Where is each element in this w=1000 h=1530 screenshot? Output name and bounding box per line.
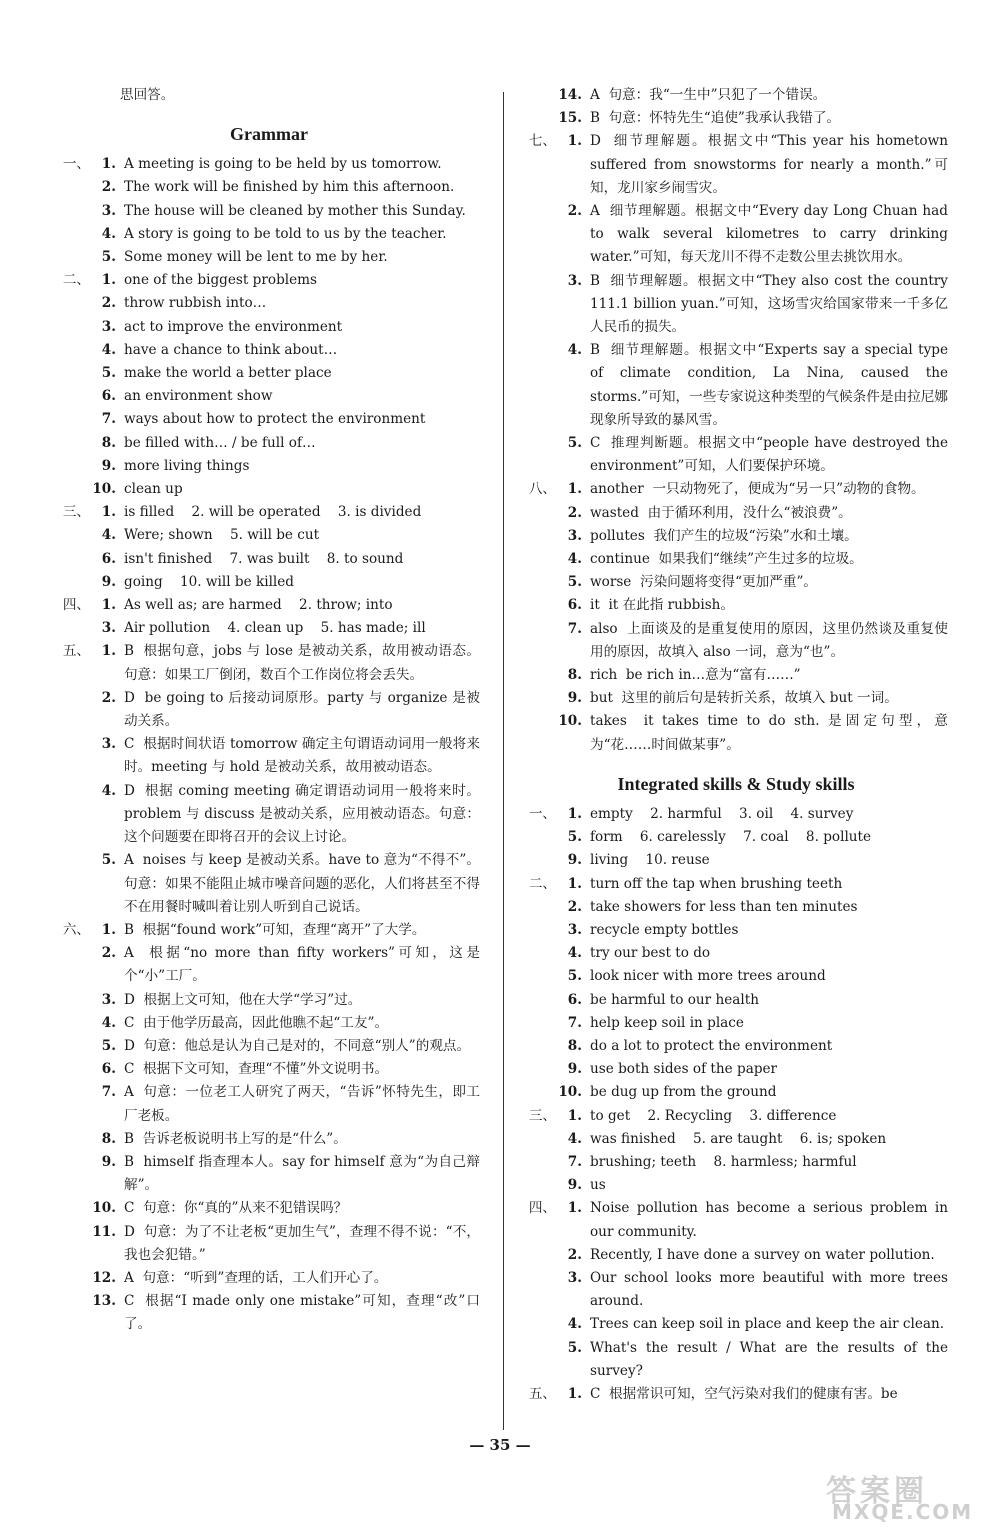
answer-item: [58, 733, 480, 779]
right-column: [524, 84, 953, 1406]
answer-item: [524, 687, 948, 710]
item-number: 2.: [567, 1246, 582, 1263]
item-number: 4.: [567, 342, 582, 359]
item-number: 4.: [101, 1014, 116, 1031]
continued-text: [58, 84, 480, 107]
answer-text: D 细节理解题。根据文中“This year his hometown suffered from snowstorms for nearly a month.”可知，龙川家乡闹雪灾。: [590, 133, 953, 196]
answer-item: [524, 1105, 948, 1128]
answer-text: takes it takes time to do sth. 是固定句型，意为“花……时间做某事”。: [590, 713, 948, 753]
answer-text: B 细节理解题。根据文中“They also cost the country 111.1 billion yuan.”可知，这场雪灾给国家带来一千多亿人民币的损失。: [590, 272, 953, 336]
section-marker: 四、: [528, 1200, 556, 1217]
answer-text: form 6. carelessly 7. coal 8. pollute: [590, 829, 872, 846]
answer-text: A 句意：“听到”查理的话，工人们开心了。: [124, 1269, 388, 1286]
answer-text: The work will be finished by him this afternoon.: [124, 179, 455, 196]
answer-item: [524, 965, 948, 988]
item-number: 2.: [101, 945, 116, 962]
answer-text: Were; shown 5. will be cut: [124, 527, 320, 544]
item-number: 4.: [101, 527, 116, 544]
answer-item: [58, 501, 480, 524]
answer-item: [58, 1035, 480, 1058]
answer-item: [58, 524, 480, 547]
section-marker: 三、: [528, 1107, 556, 1124]
answer-item: [58, 1058, 480, 1081]
answer-item: [58, 1267, 480, 1290]
item-number: 9.: [101, 457, 116, 474]
answer-item: [524, 1128, 948, 1151]
item-number: 1.: [567, 481, 582, 498]
item-number: 2.: [567, 203, 582, 220]
answer-text: more living things: [124, 457, 250, 474]
answer-item: [58, 942, 480, 988]
item-number: 10.: [558, 713, 582, 730]
answer-item: [524, 873, 948, 896]
item-number: 4.: [567, 551, 582, 568]
answer-text: recycle empty bottles: [590, 921, 739, 938]
answer-text: clean up: [124, 481, 183, 498]
answer-item: [58, 153, 480, 176]
answer-text: C 句意：你“真的”从来不犯错误吗？: [124, 1200, 348, 1217]
answer-item: [524, 571, 948, 594]
answer-text: What's the result / What are the results of the survey?: [590, 1339, 953, 1379]
answer-item: [58, 640, 480, 686]
answer-item: [524, 1151, 948, 1174]
item-number: 8.: [101, 1130, 116, 1147]
answer-item: [58, 223, 480, 246]
answer-item: [58, 617, 480, 640]
answer-item: [58, 989, 480, 1012]
item-number: 8.: [101, 434, 116, 451]
answer-item: [58, 385, 480, 408]
item-number: 12.: [92, 1269, 116, 1286]
answer-item: [524, 1035, 948, 1058]
answer-item: [524, 1081, 948, 1104]
answer-item: [524, 339, 953, 432]
answer-item: [524, 896, 948, 919]
answer-text: A story is going to be told to us by the teacher.: [124, 225, 447, 242]
section-marker: 七、: [528, 133, 556, 150]
answer-item: [524, 826, 948, 849]
section-marker: 二、: [528, 875, 556, 892]
item-number: 6.: [101, 1061, 116, 1078]
item-number: 9.: [567, 690, 582, 707]
item-number: 15.: [558, 110, 582, 127]
item-number: 4.: [101, 782, 116, 799]
section-marker: 一、: [528, 805, 556, 822]
item-number: 6.: [567, 991, 582, 1008]
answer-text: but 这里的前后句是转折关系，故填入 but 一词。: [590, 690, 898, 707]
answer-text: C 根据“I made only one mistake”可知，查理“改”口了。: [124, 1293, 480, 1333]
answer-item: [58, 408, 480, 431]
item-number: 2.: [101, 179, 116, 196]
answer-text: going 10. will be killed: [124, 573, 295, 590]
section-marker: 四、: [62, 597, 90, 614]
answer-item: [524, 478, 948, 501]
item-number: 3.: [101, 318, 116, 335]
answer-item: [524, 107, 948, 130]
answer-item: [58, 246, 480, 269]
section-marker: 二、: [62, 272, 90, 289]
answer-text: look nicer with more trees around: [590, 968, 826, 985]
answer-text: also 上面谈及的是重复使用的原因，这里仍然谈及重复使用的原因，故填入 also 一词，意为“也”。: [590, 620, 948, 660]
answer-item: [58, 1197, 480, 1220]
answer-text: Noise pollution has become a serious problem in our community.: [590, 1200, 953, 1240]
section-heading: Integrated skills & Study skills: [617, 773, 855, 794]
item-number: 7.: [567, 620, 582, 637]
item-number: 9.: [567, 852, 582, 869]
item-number: 5.: [567, 435, 582, 452]
answer-text: continue 如果我们“继续”产生过多的垃圾。: [590, 551, 863, 568]
answer-text: try our best to do: [590, 945, 711, 962]
answer-text: pollutes 我们产生的垃圾“污染”水和土壤。: [590, 527, 858, 544]
item-number: 1.: [567, 805, 582, 822]
section-marker: 三、: [62, 504, 90, 521]
item-number: 9.: [567, 1061, 582, 1078]
answer-text: B himself 指查理本人。say for himself 意为“为自己辩解”。: [124, 1153, 480, 1194]
answer-text: B 告诉老板说明书上写的是“什么”。: [124, 1130, 347, 1147]
answer-item: [524, 548, 948, 571]
item-number: 1.: [567, 875, 582, 892]
answer-text: Some money will be lent to me by her.: [124, 249, 388, 266]
item-number: 3.: [101, 736, 116, 753]
answer-text: do a lot to protect the environment: [590, 1037, 833, 1054]
item-number: 5.: [101, 365, 116, 382]
answer-item: [524, 919, 948, 942]
item-number: 1.: [101, 597, 116, 614]
answer-text: The house will be cleaned by mother this Sunday.: [124, 202, 466, 219]
answer-item: [524, 1174, 948, 1197]
item-number: 6.: [101, 388, 116, 405]
answer-item: [524, 270, 953, 340]
item-number: 5.: [567, 829, 582, 846]
answer-text: isn't finished 7. was built 8. to sound: [124, 550, 404, 567]
answer-text: was finished 5. are taught 6. is; spoken: [590, 1130, 887, 1147]
answer-item: [58, 780, 480, 850]
answer-item: [58, 292, 480, 315]
answer-item: [524, 803, 948, 826]
answer-text: C 由于他学历最高，因此他瞧不起“工友”。: [124, 1014, 389, 1031]
answer-text: have a chance to think about…: [124, 341, 338, 358]
answer-item: [524, 1383, 948, 1406]
answer-item: [524, 942, 948, 965]
answer-text: an environment show: [124, 388, 273, 405]
item-number: 7.: [567, 1153, 582, 1170]
answer-item: [58, 548, 480, 571]
answer-item: [58, 432, 480, 455]
answer-text: B 句意：怀特先生“追使”我承认我错了。: [590, 110, 841, 127]
answer-text: A meeting is going to be held by us tomorrow.: [124, 156, 442, 173]
answer-text: throw rubbish into…: [124, 295, 267, 312]
answer-item: [524, 618, 948, 664]
answer-text: us: [590, 1177, 606, 1194]
item-number: 4.: [567, 1316, 582, 1333]
item-number: 1.: [101, 921, 116, 938]
item-number: 8.: [567, 667, 582, 684]
answer-item: [524, 1197, 953, 1243]
item-number: 5.: [567, 968, 582, 985]
answer-item: [524, 594, 948, 617]
item-number: 1.: [567, 1200, 582, 1217]
answer-text: B 根据句意，jobs 与 lose 是被动关系，故用被动语态。句意：如果工厂倒闭，数百个工作岗位将会丢失。: [124, 643, 480, 683]
answer-item: [58, 849, 480, 919]
item-number: 13.: [92, 1293, 116, 1310]
answer-text: take showers for less than ten minutes: [590, 898, 858, 915]
answer-item: [58, 1151, 480, 1197]
answer-text: C 根据下文可知，查理“不懂”外文说明书。: [124, 1061, 389, 1078]
answer-text: turn off the tap when brushing teeth: [590, 875, 843, 892]
item-number: 4.: [567, 1130, 582, 1147]
item-number: 2.: [567, 898, 582, 915]
watermark-bottom-text: MXQE.COM: [832, 1500, 974, 1524]
answer-item: [58, 594, 480, 617]
answer-item: [58, 1290, 480, 1336]
item-number: 5.: [101, 852, 116, 869]
answer-item: [58, 687, 480, 733]
item-number: 5.: [101, 249, 116, 266]
answer-text: D be going to 后接动词原形。party 与 organize 是被动关系。: [124, 689, 480, 730]
item-number: 7.: [101, 411, 116, 428]
item-number: 1.: [101, 504, 116, 521]
answer-text: D 根据 coming meeting 确定谓语动词用一般将来时。problem 与 discuss 是被动关系，应用被动语态。句意：这个问题要在即将召开的会议上讨论。: [124, 782, 480, 846]
item-number: 9.: [567, 1177, 582, 1194]
answer-text: wasted 由于循环利用，没什么“被浪费”。: [590, 504, 852, 521]
answer-text: A 句意：一位老工人研究了两天，“告诉”怀特先生，即工厂老板。: [124, 1084, 480, 1124]
item-number: 4.: [101, 225, 116, 242]
item-number: 7.: [101, 1084, 116, 1101]
answer-item: [524, 849, 948, 872]
answer-text: be filled with… / be full of…: [124, 434, 316, 451]
item-number: 5.: [101, 1037, 116, 1054]
answer-text: help keep soil in place: [590, 1014, 744, 1031]
item-number: 3.: [567, 272, 582, 289]
answer-text: empty 2. harmful 3. oil 4. survey: [590, 805, 854, 822]
answer-item: [524, 432, 953, 478]
answer-text: B 根据“found work”可知，查理“离开”了大学。: [124, 921, 426, 938]
answer-text: be harmful to our health: [590, 991, 759, 1008]
answer-text: use both sides of the paper: [590, 1061, 778, 1078]
answer-item: [58, 455, 480, 478]
answer-text: is filled 2. will be operated 3. is divided: [124, 504, 422, 521]
answer-item: [58, 478, 480, 501]
answer-text: D 句意：他总是认为自己是对的，不同意“别人”的观点。: [124, 1037, 471, 1054]
answer-item: [524, 989, 948, 1012]
column-divider: [503, 92, 504, 1430]
item-number: 1.: [101, 156, 116, 173]
answer-item: [58, 1221, 480, 1267]
item-number: 9.: [101, 1153, 116, 1170]
item-number: 2.: [101, 295, 116, 312]
item-number: 14.: [558, 87, 582, 103]
item-number: 5.: [567, 1339, 582, 1356]
answer-text: D 根据上文可知，他在大学“学习”过。: [124, 991, 362, 1008]
item-number: 1.: [567, 1385, 582, 1402]
item-number: 8.: [567, 1037, 582, 1054]
section-marker: 五、: [62, 643, 90, 660]
item-number: 4.: [567, 945, 582, 962]
item-number: 10.: [92, 1200, 116, 1217]
answer-text: C 根据常识可知，空气污染对我们的健康有害。be: [590, 1385, 898, 1402]
answer-item: [58, 176, 480, 199]
answer-item: [58, 1128, 480, 1151]
answer-text: A 细节理解题。根据文中“Every day Long Chuan had to walk several kilometres to carry drinking water.”可知，每天龙川不得不走数公里去挑饮用水。: [590, 203, 953, 266]
page-number: — 35 —: [469, 1436, 531, 1454]
answer-text: Trees can keep soil in place and keep the air clean.: [590, 1316, 945, 1333]
item-number: 1.: [567, 133, 582, 150]
answer-item: [524, 84, 948, 107]
item-number: 3.: [101, 620, 116, 637]
left-column: [58, 84, 480, 1337]
item-number: 5.: [567, 574, 582, 591]
answer-item: [58, 1081, 480, 1127]
item-number: 2.: [567, 504, 582, 521]
answer-item: [58, 362, 480, 385]
answer-text: to get 2. Recycling 3. difference: [590, 1107, 837, 1124]
answer-text: one of the biggest problems: [124, 272, 318, 289]
answer-item: [524, 664, 948, 687]
answer-item: [524, 1012, 948, 1035]
answer-text: living 10. reuse: [590, 852, 710, 869]
answer-text: brushing; teeth 8. harmless; harmful: [590, 1153, 857, 1170]
answer-text: act to improve the environment: [124, 318, 343, 335]
item-number: 1.: [567, 1107, 582, 1124]
item-number: 3.: [567, 1269, 582, 1286]
answer-item: [58, 316, 480, 339]
answer-text: worse 污染问题将变得“更加严重”。: [590, 574, 818, 591]
answer-text: B 细节理解题。根据文中“Experts say a special type of climate condition, La Nina, caused the storms.”可知，一些专家说这种类型的气候条件是由拉尼娜现象所导致的暴风雪。: [590, 342, 953, 428]
answer-text: A 根据“no more than fifty workers”可知，这是个“小”工厂。: [124, 945, 480, 985]
watermark-logo: [822, 1466, 990, 1524]
answer-item: [58, 269, 480, 292]
answer-item: [524, 502, 948, 525]
item-number: 2.: [101, 689, 116, 706]
answer-text: make the world a better place: [124, 365, 332, 382]
answer-item: [58, 200, 480, 223]
item-number: 7.: [567, 1014, 582, 1031]
answer-item: [524, 525, 948, 548]
answer-text: C 推理判断题。根据文中“people have destroyed the environment”可知，人们要保护环境。: [590, 435, 953, 475]
section-marker: 六、: [62, 921, 90, 938]
item-number: 6.: [101, 550, 116, 567]
item-number: 3.: [567, 527, 582, 544]
answer-text: As well as; are harmed 2. throw; into: [124, 597, 393, 614]
section-heading: Grammar: [230, 124, 308, 145]
item-number: 10.: [558, 1084, 582, 1101]
item-number: 1.: [101, 272, 116, 289]
section-marker: 八、: [528, 481, 556, 498]
answer-text: another 一只动物死了，便成为“另一只”动物的食物。: [590, 481, 925, 498]
answer-item: [524, 1313, 948, 1336]
answer-text: D 句意：为了不让老板“更加生气”，查理不得不说：“不，我也会犯错。”: [124, 1223, 480, 1263]
item-number: 3.: [101, 202, 116, 219]
answer-text: 思回答。: [120, 87, 175, 103]
answer-item: [524, 1244, 948, 1267]
item-number: 11.: [92, 1223, 116, 1240]
answer-text: Recently, I have done a survey on water pollution.: [590, 1246, 935, 1263]
answer-item: [524, 1337, 953, 1383]
answer-item: [524, 1267, 953, 1313]
answer-item: [58, 339, 480, 362]
answer-text: ways about how to protect the environment: [124, 411, 426, 428]
item-number: 9.: [101, 573, 116, 590]
item-number: 1.: [101, 643, 116, 660]
item-number: 3.: [567, 921, 582, 938]
item-number: 4.: [101, 341, 116, 358]
watermark-top-text: 答案圈: [826, 1474, 928, 1509]
answer-text: be dug up from the ground: [590, 1084, 777, 1101]
item-number: 6.: [567, 597, 582, 614]
answer-item: [524, 1058, 948, 1081]
section-marker: 一、: [62, 156, 90, 173]
answer-text: C 根据时间状语 tomorrow 确定主句谓语动词用一般将来时。meeting 与 hold 是被动关系，故用被动语态。: [124, 736, 480, 776]
answer-item: [524, 710, 948, 756]
answer-text: Our school looks more beautiful with more trees around.: [590, 1269, 953, 1310]
answer-item: [58, 919, 480, 942]
answer-text: Air pollution 4. clean up 5. has made; ill: [124, 620, 426, 637]
answer-text: it it 在此指 rubbish。: [590, 597, 735, 614]
item-number: 10.: [92, 481, 116, 498]
answer-text: A noises 与 keep 是被动关系。have to 意为“不得不”。句意：如果不能阻止城市噪音问题的恶化，人们将甚至不得不在用餐时喊叫着让别人听到自己说话。: [124, 852, 480, 915]
answer-item: [524, 200, 953, 270]
answer-item: [58, 571, 480, 594]
answer-text: A 句意：我“一生中”只犯了一个错误。: [590, 87, 827, 103]
answer-item: [58, 1012, 480, 1035]
answer-item: [524, 130, 953, 200]
answer-text: rich be rich in…意为“富有……”: [590, 667, 801, 684]
section-marker: 五、: [528, 1385, 556, 1402]
item-number: 3.: [101, 991, 116, 1008]
